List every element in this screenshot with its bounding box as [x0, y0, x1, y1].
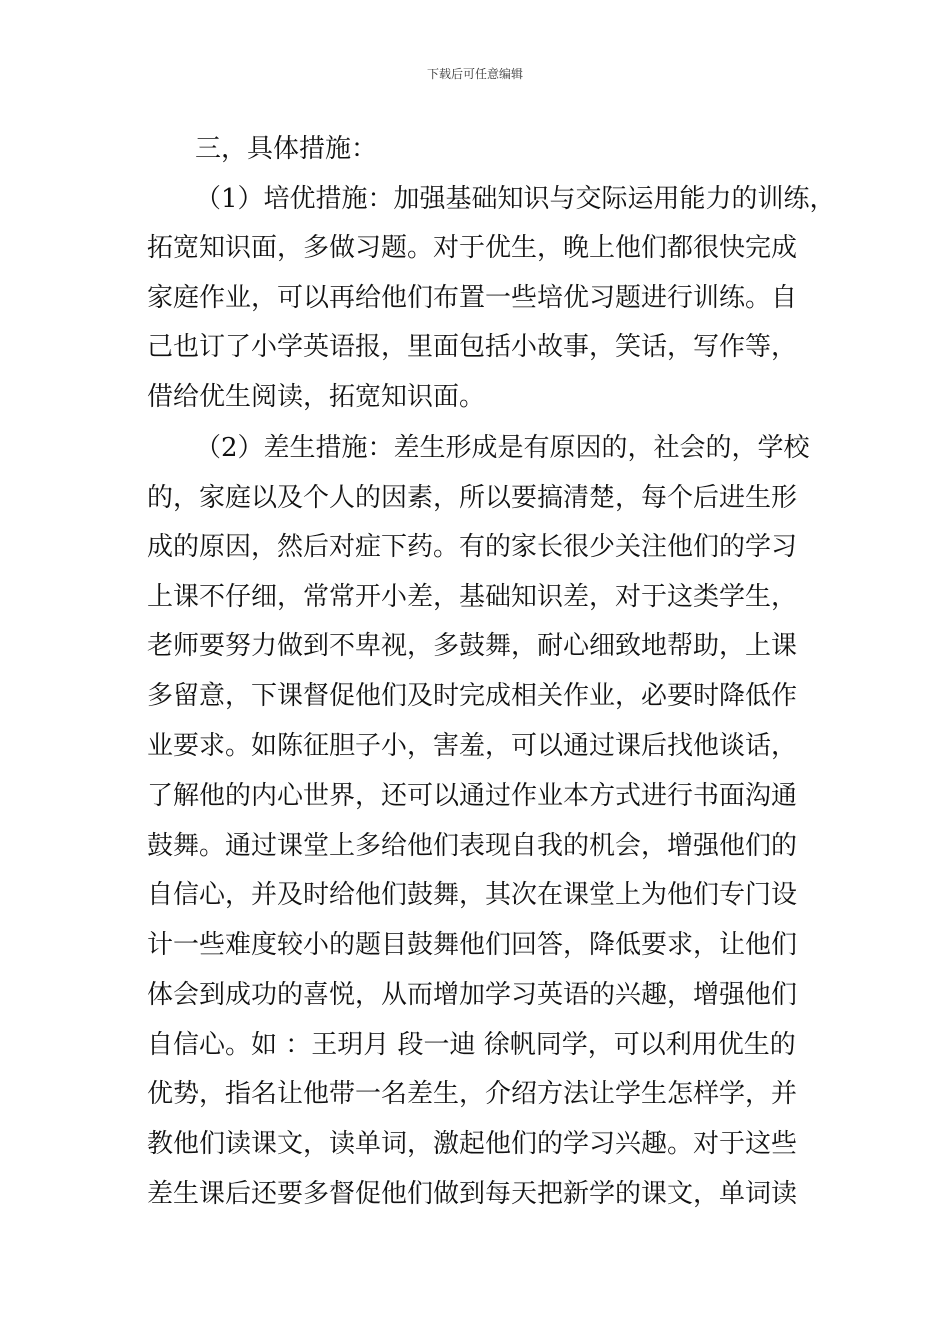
paragraph-line: 自信心，并及时给他们鼓舞，其次在课堂上为他们专门设 — [147, 880, 798, 910]
page-header: 下载后可任意编辑 — [426, 67, 523, 81]
paragraph-line: 己也订了小学英语报，里面包括小故事，笑话，写作等， — [147, 332, 798, 362]
paragraph-line: 借给优生阅读，拓宽知识面。 — [147, 382, 486, 412]
paragraph-line: （1）培优措施：加强基础知识与交际运用能力的训练， — [195, 184, 836, 214]
paragraph-line: 上课不仔细，常常开小差，基础知识差，对于这类学生， — [147, 582, 798, 612]
paragraph-line: 老师要努力做到不卑视，多鼓舞，耐心细致地帮助，上课 — [147, 631, 798, 661]
paragraph-line: 成的原因，然后对症下药。有的家长很少关注他们的学习 — [147, 532, 798, 562]
paragraph-line: 的，家庭以及个人的因素，所以要搞清楚，每个后进生形 — [147, 483, 798, 513]
paragraph-line: 拓宽知识面，多做习题。对于优生，晚上他们都很快完成 — [147, 233, 798, 263]
paragraph-line: 业要求。如陈征胆子小，害羞，可以通过课后找他谈话， — [147, 731, 798, 761]
paragraph-line: 家庭作业，可以再给他们布置一些培优习题进行训练。自 — [147, 283, 798, 313]
paragraph-line: 体会到成功的喜悦，从而增加学习英语的兴趣，增强他们 — [147, 980, 798, 1010]
paragraph-line: 鼓舞。通过课堂上多给他们表现自我的机会，增强他们的 — [147, 831, 798, 861]
paragraph-line: 差生课后还要多督促他们做到每天把新学的课文，单词读 — [147, 1179, 798, 1209]
paragraph-line: 计一些难度较小的题目鼓舞他们回答，降低要求，让他们 — [147, 930, 798, 960]
paragraph-line: 优势，指名让他带一名差生，介绍方法让学生怎样学，并 — [147, 1079, 798, 1109]
paragraph-line: 了解他的内心世界，还可以通过作业本方式进行书面沟通 — [147, 781, 798, 811]
paragraph-line: 教他们读课文，读单词，激起他们的学习兴趣。对于这些 — [147, 1129, 798, 1159]
paragraph-line: 自信心。如 ：王玥月 段一迪 徐帆同学，可以利用优生的 — [147, 1030, 796, 1060]
section-heading: 三，具体措施： — [195, 134, 378, 164]
paragraph-line: 多留意，下课督促他们及时完成相关作业，必要时降低作 — [147, 681, 798, 711]
paragraph-line: （2）差生措施：差生形成是有原因的，社会的，学校 — [195, 433, 810, 463]
